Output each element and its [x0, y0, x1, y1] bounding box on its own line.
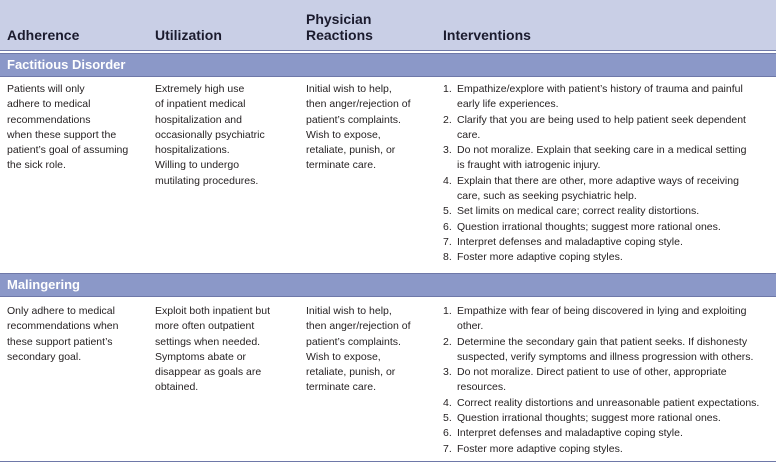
cell-physician-reactions: Initial wish to help, then anger/rejection of patient’s complaints. Wish to expose, retaliate, punish, or terminate care.	[306, 305, 411, 394]
section-header-factitious-disorder	[0, 53, 776, 77]
interventions-list	[443, 82, 773, 266]
item-text: Foster more adaptive coping styles.	[457, 251, 623, 264]
item-text: Set limits on medical care; correct reality distortions.	[457, 205, 700, 218]
item-number: 3.	[443, 366, 452, 379]
item-number: 3.	[443, 144, 452, 157]
item-text: Interpret defenses and maladaptive coping style.	[457, 427, 683, 440]
item-number: 2.	[443, 113, 452, 126]
item-text: Explain that there are other, more adaptive ways of receiving care, such as seeking psychiatric help.	[457, 174, 739, 203]
cell-physician-reactions: Initial wish to help, then anger/rejection of patient’s complaints. Wish to expose, retaliate, punish, or terminate care.	[306, 83, 411, 172]
item-text: Question irrational thoughts; suggest more rational ones.	[457, 220, 721, 233]
section-title: Factitious Disorder	[7, 57, 126, 72]
item-number: 6.	[443, 427, 452, 440]
section-title: Malingering	[7, 277, 80, 292]
cell-adherence: Only adhere to medical recommendations when these support patient’s secondary goal.	[7, 305, 119, 363]
item-number: 7.	[443, 442, 452, 455]
cell-adherence: Patients will only adhere to medical recommendations when these support the patient’s goal of assuming the sick role.	[7, 83, 129, 172]
item-number: 7.	[443, 235, 452, 248]
item-number: 1.	[443, 305, 452, 317]
cell-utilization: Exploit both inpatient but more often outpatient settings when needed. Symptoms abate or disappear as goals are obtained.	[155, 305, 270, 394]
header-physician-reactions: Physician Reactions	[306, 11, 373, 43]
list-item	[443, 235, 773, 250]
list-item	[443, 396, 773, 411]
item-text: Do not moralize. Explain that seeking care in a medical setting is fraught with iatrogenic injury.	[457, 144, 747, 172]
item-text: Determine the secondary gain that patient seeks. If dishonesty suspected, verify symptoms and illness progression with others.	[457, 335, 754, 363]
list-item	[443, 82, 773, 113]
item-text: Foster more adaptive coping styles.	[457, 442, 623, 455]
cell-utilization: Extremely high use of inpatient medical hospitalization and occasionally psychiatric hospitalizations. Willing to undergo mutilating procedures.	[155, 83, 265, 187]
item-text: Empathize/explore with patient’s history of trauma and painful early life experiences.	[457, 83, 743, 111]
item-text: Interpret defenses and maladaptive coping style.	[457, 235, 683, 248]
list-item	[443, 304, 773, 335]
list-item	[443, 426, 773, 441]
header-utilization: Utilization	[155, 27, 222, 43]
item-number: 5.	[443, 205, 452, 218]
list-item	[443, 442, 773, 457]
section-header-malingering	[0, 273, 776, 297]
item-number: 4.	[443, 174, 452, 187]
table-header	[0, 0, 776, 51]
list-item	[443, 113, 773, 144]
list-item	[443, 174, 773, 205]
item-text: Do not moralize. Direct patient to use of other, appropriate resources.	[457, 366, 727, 394]
list-item	[443, 143, 773, 174]
item-number: 1.	[443, 83, 452, 95]
list-item	[443, 365, 773, 396]
list-item	[443, 204, 773, 219]
header-interventions: Interventions	[443, 27, 531, 43]
item-text: Clarify that you are being used to help patient seek dependent care.	[457, 113, 746, 141]
item-text: Correct reality distortions and unreasonable patient expectations.	[457, 396, 760, 409]
item-text: Empathize with fear of being discovered in lying and exploiting other.	[457, 305, 747, 333]
header-adherence: Adherence	[7, 27, 80, 43]
item-number: 5.	[443, 412, 452, 425]
item-number: 6.	[443, 220, 452, 233]
interventions-list	[443, 304, 773, 457]
item-text: Question irrational thoughts; suggest more rational ones.	[457, 412, 721, 425]
list-item	[443, 220, 773, 235]
item-number: 2.	[443, 335, 452, 348]
item-number: 4.	[443, 396, 452, 409]
list-item	[443, 411, 773, 426]
item-number: 8.	[443, 251, 452, 264]
list-item	[443, 335, 773, 366]
list-item	[443, 250, 773, 265]
